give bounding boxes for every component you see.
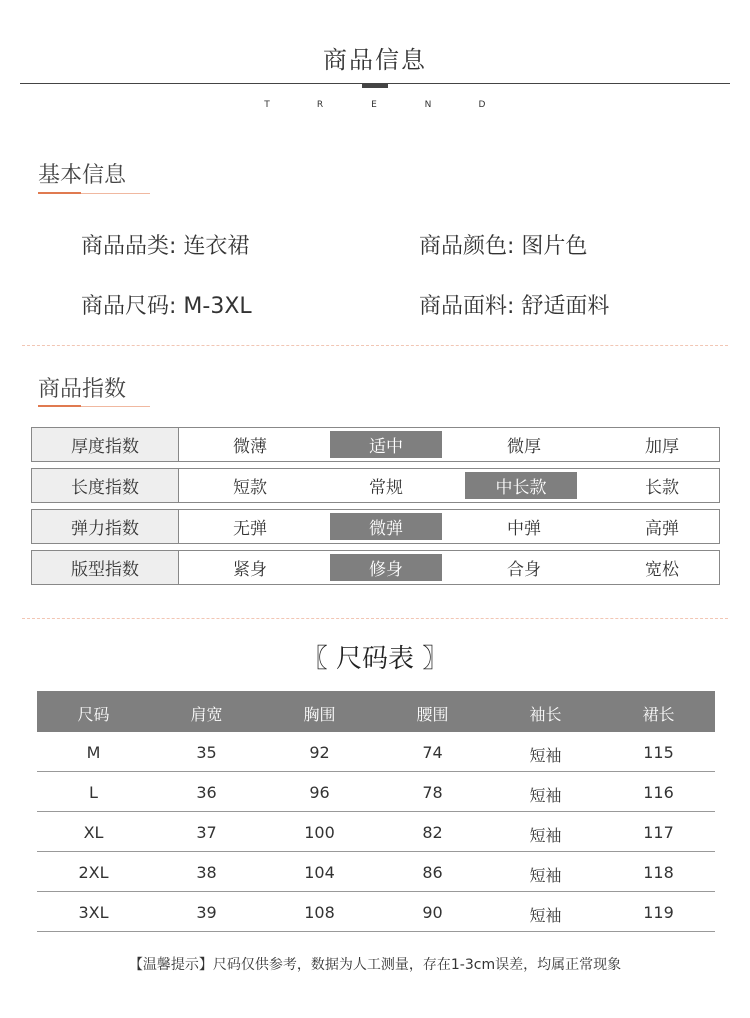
index-option: 微厚 [507, 437, 541, 457]
info-label: 商品尺码: [81, 294, 177, 319]
table-cell: 104 [304, 863, 335, 882]
size-header-cell: 肩宽 [190, 705, 223, 724]
info-value: 舒适面料 [521, 294, 610, 319]
index-option: 常规 [369, 478, 403, 498]
info-value: M-3XL [183, 294, 252, 319]
info-label: 商品面料: [419, 294, 515, 319]
table-row [37, 852, 715, 892]
table-cell: 86 [422, 863, 443, 882]
table-cell: 38 [196, 863, 217, 882]
table-cell: 118 [643, 863, 674, 882]
index-option: 宽松 [645, 560, 679, 580]
index-option: 中弹 [507, 519, 541, 539]
table-row [37, 892, 715, 932]
index-row-fit [31, 550, 720, 585]
section-divider [22, 345, 728, 346]
size-table-header [37, 691, 715, 732]
table-cell: 短袖 [529, 906, 562, 925]
info-item-size [81, 289, 252, 320]
index-label: 长度指数 [32, 469, 179, 502]
table-cell: 短袖 [529, 866, 562, 885]
section-underline-accent [38, 405, 81, 407]
info-label: 商品品类: [81, 234, 177, 259]
table-cell: 116 [643, 783, 674, 802]
index-label: 弹力指数 [32, 510, 179, 543]
trend-letter: E [371, 100, 377, 110]
index-label: 厚度指数 [32, 428, 179, 461]
size-header-cell: 腰围 [416, 705, 449, 724]
table-cell: L [89, 783, 98, 802]
section-divider [22, 618, 728, 619]
table-cell: 2XL [78, 863, 109, 882]
index-option: 长款 [645, 478, 679, 498]
table-cell: 短袖 [529, 826, 562, 845]
index-row-thickness [31, 427, 720, 462]
table-cell: XL [83, 823, 104, 842]
basic-info-title: 基本信息 [38, 163, 127, 188]
index-option: 微薄 [233, 437, 267, 457]
index-option: 加厚 [645, 437, 679, 457]
index-option-selected: 中长款 [465, 472, 577, 499]
index-option: 紧身 [233, 560, 267, 580]
info-item-fabric [419, 289, 609, 320]
table-cell: 90 [422, 903, 443, 922]
table-cell: 115 [643, 743, 674, 762]
table-cell: 短袖 [529, 746, 562, 765]
size-tip: 【温馨提示】尺码仅供参考，数据为人工测量，存在1-3cm误差，均属正常现象 [128, 957, 622, 973]
index-option-selected: 微弹 [330, 513, 442, 540]
table-cell: 36 [196, 783, 217, 802]
table-cell: 35 [196, 743, 217, 762]
index-row-elasticity [31, 509, 720, 544]
size-header-cell: 裙长 [642, 705, 675, 724]
size-header-cell: 袖长 [529, 705, 562, 724]
table-cell: M [86, 743, 101, 762]
table-cell: 74 [422, 743, 443, 762]
info-label: 商品颜色: [419, 234, 515, 259]
table-cell: 119 [643, 903, 674, 922]
table-cell: 39 [196, 903, 217, 922]
table-cell: 96 [309, 783, 330, 802]
table-cell: 108 [304, 903, 335, 922]
size-header-cell: 尺码 [77, 705, 110, 724]
index-option-selected: 适中 [330, 431, 442, 458]
info-value: 图片色 [521, 234, 588, 259]
table-cell: 92 [309, 743, 330, 762]
index-label: 版型指数 [32, 551, 179, 584]
index-option: 高弹 [645, 519, 679, 539]
table-cell: 78 [422, 783, 443, 802]
section-underline-accent [38, 192, 81, 194]
trend-letter: R [316, 100, 324, 110]
trend-letter: N [424, 100, 432, 110]
header-divider-marker [362, 83, 388, 88]
table-row [37, 812, 715, 852]
trend-letter: D [478, 100, 486, 110]
index-option: 短款 [233, 478, 267, 498]
info-value: 连衣裙 [183, 234, 250, 259]
table-row [37, 772, 715, 812]
table-cell: 37 [196, 823, 217, 842]
info-item-color [419, 229, 587, 260]
table-cell: 100 [304, 823, 335, 842]
index-row-length [31, 468, 720, 503]
page-title: 商品信息 [323, 46, 427, 74]
size-header-cell: 胸围 [303, 705, 336, 724]
table-row [37, 732, 715, 772]
trend-letter: T [264, 100, 270, 110]
index-option-selected: 修身 [330, 554, 442, 581]
product-index-title: 商品指数 [38, 377, 127, 402]
table-cell: 82 [422, 823, 443, 842]
index-option: 合身 [507, 560, 541, 580]
table-cell: 短袖 [529, 786, 562, 805]
info-item-category [81, 229, 249, 260]
size-table-title: 〖 尺码表 〗 [301, 644, 449, 674]
index-option: 无弹 [233, 519, 267, 539]
table-cell: 3XL [78, 903, 109, 922]
table-cell: 117 [643, 823, 674, 842]
